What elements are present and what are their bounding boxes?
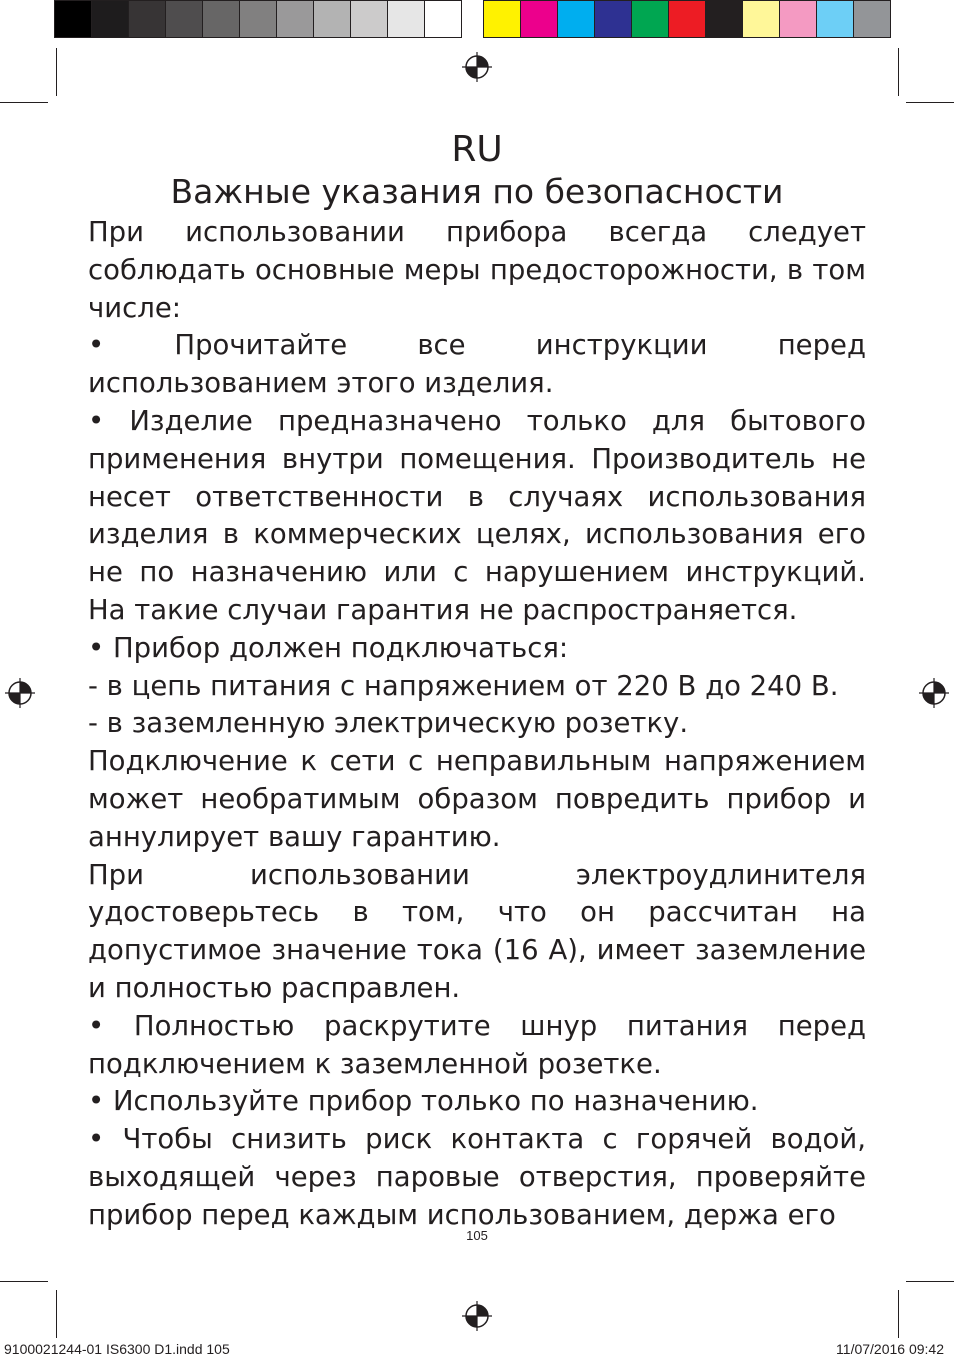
safety-instructions-body: [88, 214, 866, 1235]
gray-swatch: [387, 0, 425, 38]
paragraph: • Прочитайте все инструкции перед использованием этого изделия.: [88, 329, 866, 400]
gray-swatch: [424, 0, 462, 38]
registration-mark-icon: [462, 1301, 492, 1331]
gray-swatch: [276, 0, 314, 38]
paragraph: При использовании прибора всегда следует соблюдать основные меры предосторожности, в том числе:: [88, 216, 866, 324]
page-title: Важные указания по безопасности: [170, 172, 784, 211]
gray-swatch: [350, 0, 388, 38]
color-swatch: [520, 0, 558, 38]
color-calibration-bar: [483, 0, 890, 38]
color-swatch: [557, 0, 595, 38]
gray-swatch: [128, 0, 166, 38]
paragraph: - в заземленную электрическую розетку.: [88, 707, 689, 740]
gray-swatch: [313, 0, 351, 38]
paragraph: • Прибор должен подключаться:: [88, 631, 569, 664]
paragraph: При использовании электроудлинителя удостоверьтесь в том, что он рассчитан на допустимое значение тока (16 А), имеет заземление и полностью расправлен.: [88, 858, 866, 1004]
registration-mark-icon: [919, 678, 949, 708]
grayscale-calibration-bar: [54, 0, 461, 38]
color-swatch: [779, 0, 817, 38]
color-swatch: [742, 0, 780, 38]
color-swatch: [816, 0, 854, 38]
crop-mark-bottom-right-horizontal: [906, 1281, 954, 1282]
registration-mark-icon: [5, 678, 35, 708]
color-swatch: [631, 0, 669, 38]
paragraph: • Изделие предназначено только для бытового применения внутри помещения. Производитель не несет ответственности в случаях использования изделия в коммерческих целях, использования его не по назначению или с нарушением инструкций. На такие случаи гарантия не распространяется.: [88, 404, 866, 626]
color-swatch: [483, 0, 521, 38]
color-swatch: [594, 0, 632, 38]
paragraph: - в цепь питания с напряжением от 220 В до 240 В.: [88, 669, 839, 702]
gray-swatch: [202, 0, 240, 38]
file-info: 9100021244-01 IS6300 D1.indd 105: [4, 1341, 230, 1357]
paragraph: • Полностью раскрутите шнур питания перед подключением к заземленной розетке.: [88, 1009, 866, 1080]
crop-mark-bottom-right-vertical: [898, 1290, 899, 1338]
gray-swatch: [165, 0, 203, 38]
gray-swatch: [54, 0, 92, 38]
paragraph: • Чтобы снизить риск контакта с горячей водой, выходящей через паровые отверстия, проверяйте прибор перед каждым использованием, держа его: [88, 1123, 866, 1231]
crop-mark-top-right-horizontal: [906, 102, 954, 103]
color-swatch: [668, 0, 706, 38]
gray-swatch: [91, 0, 129, 38]
crop-mark-bottom-left-vertical: [56, 1290, 57, 1338]
color-swatch: [705, 0, 743, 38]
gray-swatch: [239, 0, 277, 38]
color-swatch: [853, 0, 891, 38]
registration-mark-icon: [462, 52, 492, 82]
language-label: RU: [451, 129, 503, 170]
paragraph: Подключение к сети с неправильным напряжением может необратимым образом повредить прибор и аннулирует вашу гарантию.: [88, 745, 866, 853]
paragraph: • Используйте прибор только по назначению.: [88, 1085, 759, 1118]
crop-mark-top-left-vertical: [56, 48, 57, 96]
crop-mark-bottom-left-horizontal: [0, 1281, 48, 1282]
print-date-time: 11/07/2016 09:42: [836, 1341, 944, 1357]
page-number: 105: [466, 1228, 488, 1243]
crop-mark-top-left-horizontal: [0, 102, 48, 103]
crop-mark-top-right-vertical: [898, 48, 899, 96]
